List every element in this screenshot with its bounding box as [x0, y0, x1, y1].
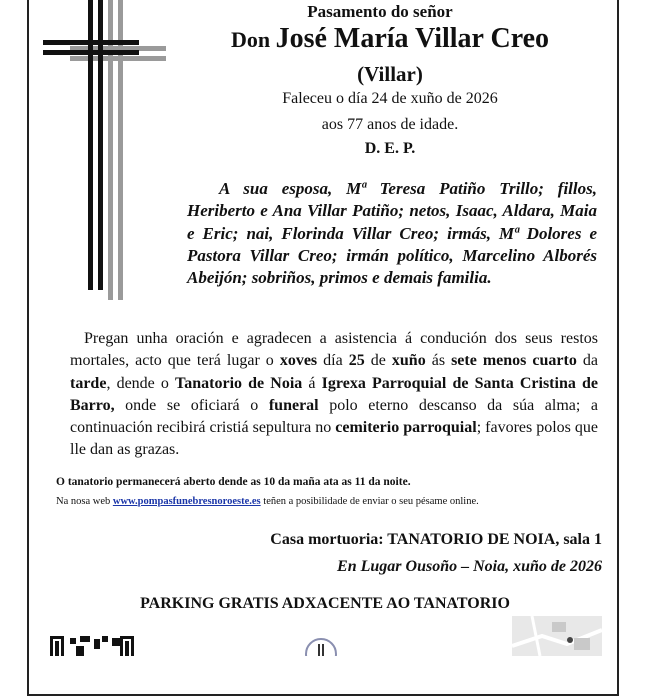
parking-notice: PARKING GRATIS ADXACENTE AO TANATORIO — [140, 595, 510, 612]
deceased-name — [100, 23, 650, 55]
from-place: Tanatorio de Noia — [175, 374, 303, 392]
map-icon[interactable] — [512, 616, 602, 656]
period: tarde — [70, 374, 107, 392]
funeral-word: funeral — [268, 396, 319, 414]
family-paragraph: A sua esposa, Mª Teresa Patiño Trillo; fillos, Heriberto e Ana Villar Patiño; netos, Isaac, Aldara, Maia e Eric; nai, Florinda Villar Creo; irmás, Mª Dolores e Pastora Villar Creo; irmán político, Marcelino Alborés Abeijón; sobriños, primos e demais familia. — [187, 179, 597, 288]
date: 25 — [348, 352, 365, 370]
death-date: Faleceu o día 24 de xuño de 2026 — [282, 90, 498, 107]
emblem-icon — [303, 636, 339, 656]
website-link[interactable]: www.pompasfunebresnoroeste.es — [112, 496, 261, 507]
month: xuño — [391, 352, 426, 370]
name-text: José María Villar Creo — [275, 23, 550, 54]
age-line: aos 77 anos de idade. — [321, 116, 459, 133]
name-prefix: Don — [230, 27, 276, 52]
time: sete menos cuarto — [451, 352, 577, 370]
place-date: En Lugar Ousoño – Noia, xuño de 2026 — [337, 558, 602, 575]
notice-title: Pasamento do señor — [307, 2, 453, 21]
dep-line: D. E. P. — [364, 140, 416, 157]
to-place: Igrexa Parroquial de Santa Cristina de Barro, — [70, 374, 598, 414]
announcement-paragraph: Pregan unha oración e agradecen a asistencia á condución dos seus restos mortales, acto que terá lugar o xoves día 25 de xuño ás sete menos cuarto da tarde, dende o Tanatorio de Noia á Igrexa Parroquial de Santa Cristina de Barro, onde se oficiará o funeral polo eterno descanso da súa alma; a continuación recibirá cristiá sepultura no cemiterio parroquial; favores polos que lle dan as grazas. — [70, 330, 599, 459]
deceased-alias: (Villar) — [357, 62, 423, 86]
casa-mortuoria: Casa mortuoria: TANATORIO DE NOIA, sala 1 — [270, 531, 602, 548]
day: xoves — [279, 352, 318, 370]
web-notice: Na nosa web www.pompasfunebresnoroeste.es teñen a posibilidade de enviar o seu pésame online. — [56, 496, 479, 507]
hours-notice: O tanatorio permanecerá aberto dende as 10 da maña ata as 11 da noite. — [56, 476, 411, 488]
qr-code-icon[interactable] — [50, 636, 134, 656]
cemetery: cemiterio parroquial — [335, 419, 477, 437]
